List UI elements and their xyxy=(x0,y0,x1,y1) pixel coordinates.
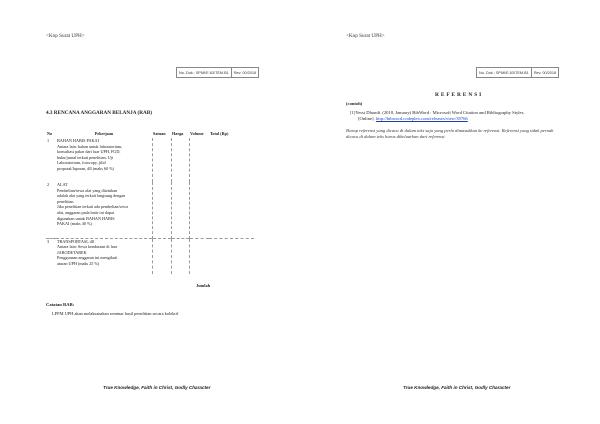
description-line: Penggunaan anggaran ini mengikuti xyxy=(57,255,118,261)
document-number-box xyxy=(476,67,559,78)
description-line: Jika penelitian terkait ada pembelian/sewa xyxy=(57,204,128,210)
description-line: buku/jurnal terkait penelitian, Uji xyxy=(57,154,114,160)
cell-volume xyxy=(189,238,209,274)
row-number: 3 xyxy=(46,238,56,274)
total-label: Jumlah xyxy=(196,283,211,288)
description-line: Laboratorium, fotocopy, jilid xyxy=(57,160,106,166)
reference-instruction-note: Harap referensi yang dicacu di dalam teks saja yang perlu dimasukkan ke referensi. Referensi yang tidak pernah dicacu di dalam teks harus dikeluarkan dari referensi. xyxy=(346,128,554,139)
letterhead-placeholder: <Kop Surat UPH> xyxy=(46,33,85,39)
row-description xyxy=(56,138,152,182)
row-description xyxy=(56,182,152,238)
description-line: aturan UPH (maks 25 %) xyxy=(57,260,100,266)
description-line: TRANSPORTASI, dll xyxy=(57,238,95,244)
header-volume: Volume xyxy=(190,131,204,136)
reference-link[interactable]: http://bibword.codeplex.com/releases/view/39766 xyxy=(375,116,468,121)
header-total: Total (Rp) xyxy=(210,131,229,136)
description-line: adalah alat yang terkait langsung dengan xyxy=(57,193,126,199)
budget-notes-title: Catatan RAB: xyxy=(46,302,75,307)
reference-entry xyxy=(350,110,570,122)
cell-satuan xyxy=(152,138,171,182)
description-line: JABODETABEK xyxy=(57,249,87,255)
description-line: penelitian xyxy=(57,198,74,204)
cell-harga xyxy=(171,138,189,182)
table-row xyxy=(46,138,254,182)
cell-total xyxy=(209,182,254,238)
description-line: digunakan untuk BAHAN HABIS xyxy=(57,215,115,221)
row-number: 1 xyxy=(47,138,50,143)
description-line: PAKAI (maks 40 %) xyxy=(57,221,92,227)
description-line: Pembelian/sewa alat yang diizinkan xyxy=(57,187,118,193)
budget-table xyxy=(46,129,254,274)
right-page xyxy=(300,0,600,424)
description-line: alat, anggaran pada butir ini dapat xyxy=(57,209,114,215)
section-title: 4.3 RENCANA ANGGARAN BELANJA (RAB) xyxy=(46,110,152,116)
example-label: (contoh) xyxy=(346,101,363,106)
reference-online-label: [Online]. xyxy=(358,116,375,121)
revision-number: Rev. 00/2018 xyxy=(531,68,558,77)
document-number-box xyxy=(176,67,259,78)
header-no: No xyxy=(47,131,53,136)
document-number: No. Dok.: SPMI/E.63/TEM.B1 xyxy=(479,70,529,75)
description-line: BAHAN HABIS PAKAI xyxy=(57,138,99,143)
row-description xyxy=(56,238,152,274)
header-harga: Harga xyxy=(172,131,184,136)
footer-motto: True Knowledge, Faith in Christ, Godly Character xyxy=(403,385,511,390)
header-pekerjaan: Pekerjaan xyxy=(94,131,114,136)
revision-number: Rev. 00/2018 xyxy=(231,68,258,77)
description-line: Antara lain: Sewa kendaraan di luar xyxy=(57,244,118,250)
cell-total xyxy=(209,138,254,182)
footer-motto: True Knowledge, Faith in Christ, Godly Character xyxy=(103,385,211,390)
cell-satuan xyxy=(152,238,171,274)
description-line: konsultasi pakar dari luar UPH, FGD, xyxy=(57,149,121,155)
reference-citation: [1]Yessi Dhondi. (2010, January) BibWord : Microsoft Word Citation and Bibliography Styles. xyxy=(350,110,525,115)
header-satuan: Satuan xyxy=(153,131,166,136)
table-row xyxy=(46,182,254,238)
references-title: R E F E R E N S I xyxy=(435,92,482,98)
cell-satuan xyxy=(152,182,171,238)
description-line: ALAT xyxy=(57,182,68,187)
cell-harga xyxy=(171,182,189,238)
row-number: 2 xyxy=(47,182,50,187)
cell-total xyxy=(209,238,254,274)
table-header-row xyxy=(46,129,254,138)
document-number: No. Dok.: SPMI/E.63/TEM.B1 xyxy=(179,70,229,75)
description-line: proposal/laporan, dll (maks 60 %) xyxy=(57,165,115,171)
reference-online-line xyxy=(350,116,570,122)
cell-harga xyxy=(171,238,189,274)
letterhead-placeholder: <Kop Surat UPH> xyxy=(346,33,385,39)
cell-volume xyxy=(189,182,209,238)
cell-volume xyxy=(189,138,209,182)
table-row xyxy=(46,238,254,274)
description-line: Antara lain: bahan untuk laboratorium, xyxy=(57,143,123,149)
budget-note-item: LPPM UPH akan melaksanakan seminar hasil penelitian secara kolektif xyxy=(52,311,179,316)
